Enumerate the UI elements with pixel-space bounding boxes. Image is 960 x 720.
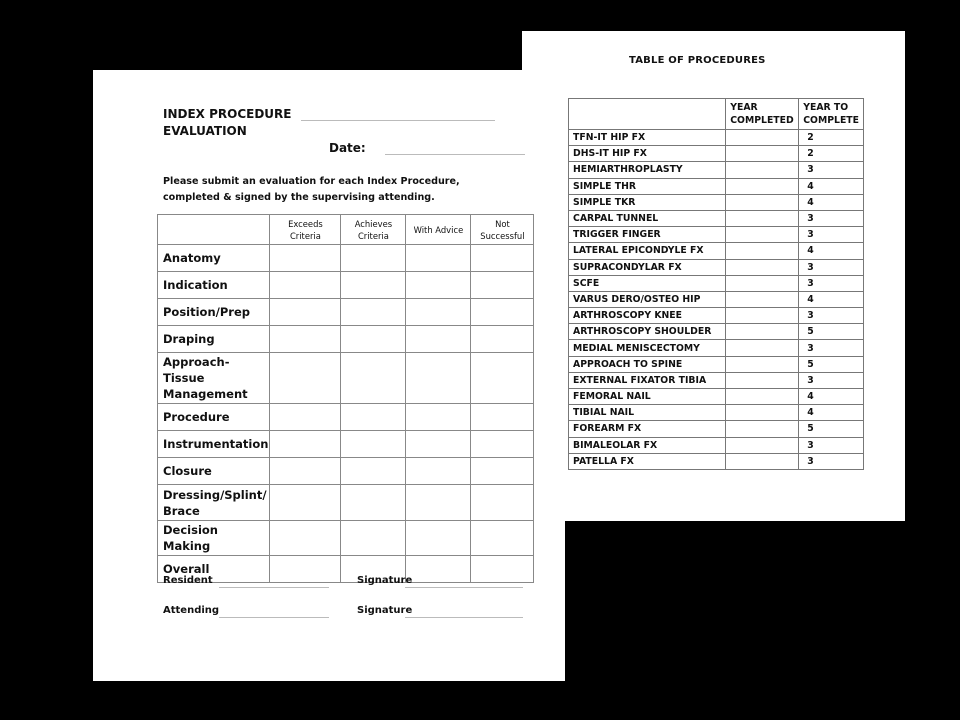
year-to-complete-cell: 2: [799, 130, 864, 146]
not-successful-cell[interactable]: [471, 431, 534, 458]
not-successful-cell[interactable]: [471, 272, 534, 299]
not-successful-cell[interactable]: [471, 458, 534, 485]
exceeds-criteria-cell[interactable]: [270, 404, 341, 431]
procedures-title: TABLE OF PROCEDURES: [629, 55, 766, 66]
year-completed-cell[interactable]: [726, 210, 799, 226]
procedure-name-cell: VARUS DERO/OSTEO HIP: [569, 291, 726, 307]
evaluation-row: [158, 245, 534, 272]
year-to-complete-cell: 3: [799, 372, 864, 388]
not-successful-cell[interactable]: [471, 404, 534, 431]
exceeds-criteria-header: Exceeds Criteria: [270, 215, 341, 245]
evaluation-row: [158, 353, 534, 404]
year-to-complete-cell: 4: [799, 243, 864, 259]
year-completed-cell[interactable]: [726, 437, 799, 453]
year-to-complete-cell: 3: [799, 453, 864, 469]
year-to-complete-cell: 2: [799, 146, 864, 162]
procedure-row: [569, 194, 864, 210]
exceeds-criteria-cell[interactable]: [270, 353, 341, 404]
criterion-label: Closure: [158, 458, 270, 485]
achieves-criteria-cell[interactable]: [341, 326, 406, 353]
achieves-criteria-cell[interactable]: [341, 353, 406, 404]
year-to-complete-cell: 4: [799, 194, 864, 210]
exceeds-criteria-cell[interactable]: [270, 556, 341, 583]
procedure-row: [569, 178, 864, 194]
title-underline: [301, 120, 495, 121]
procedure-name-cell: DHS-IT HIP FX: [569, 146, 726, 162]
achieves-criteria-cell[interactable]: [341, 431, 406, 458]
with-advice-cell[interactable]: [406, 404, 471, 431]
evaluation-row: [158, 458, 534, 485]
not-successful-cell[interactable]: [471, 521, 534, 556]
with-advice-cell[interactable]: [406, 458, 471, 485]
not-successful-header: Not Successful: [471, 215, 534, 245]
evaluation-title: [163, 106, 291, 140]
achieves-criteria-cell[interactable]: [341, 404, 406, 431]
exceeds-criteria-cell[interactable]: [270, 272, 341, 299]
procedure-row: [569, 162, 864, 178]
evaluation-table: [157, 214, 534, 583]
procedure-row: [569, 372, 864, 388]
procedure-row: [569, 291, 864, 307]
year-to-complete-cell: 4: [799, 291, 864, 307]
procedure-name-cell: ARTHROSCOPY SHOULDER: [569, 324, 726, 340]
procedure-row: [569, 275, 864, 291]
procedure-name-cell: SIMPLE TKR: [569, 194, 726, 210]
not-successful-cell[interactable]: [471, 299, 534, 326]
year-completed-cell[interactable]: [726, 308, 799, 324]
procedure-name-header: [569, 99, 726, 130]
year-completed-cell[interactable]: [726, 340, 799, 356]
exceeds-criteria-cell[interactable]: [270, 326, 341, 353]
achieves-criteria-cell[interactable]: [341, 485, 406, 521]
year-to-complete-cell: 5: [799, 421, 864, 437]
evaluation-row: [158, 326, 534, 353]
year-to-complete-cell: 3: [799, 227, 864, 243]
year-to-complete-cell: 3: [799, 162, 864, 178]
with-advice-cell[interactable]: [406, 556, 471, 583]
procedures-table: [568, 98, 864, 470]
exceeds-criteria-cell[interactable]: [270, 299, 341, 326]
resident-field-line[interactable]: [219, 587, 329, 588]
criterion-label: Position/Prep: [158, 299, 270, 326]
procedure-row: [569, 421, 864, 437]
criterion-label: Procedure: [158, 404, 270, 431]
criterion-label: Dressing/Splint/ Brace: [158, 485, 270, 521]
procedure-name-cell: FOREARM FX: [569, 421, 726, 437]
evaluation-row: [158, 485, 534, 521]
procedure-name-cell: SCFE: [569, 275, 726, 291]
date-label: Date:: [329, 141, 366, 155]
index-procedure-evaluation-page: [93, 70, 565, 681]
resident-signature-label: Signature: [357, 575, 413, 586]
procedure-row: [569, 259, 864, 275]
year-completed-cell[interactable]: [726, 162, 799, 178]
year-completed-cell[interactable]: [726, 194, 799, 210]
year-completed-header: YEAR COMPLETED: [726, 99, 799, 130]
procedure-name-cell: PATELLA FX: [569, 453, 726, 469]
with-advice-header: With Advice: [406, 215, 471, 245]
evaluation-title-line1: INDEX PROCEDURE: [163, 107, 292, 121]
year-to-complete-cell: 4: [799, 405, 864, 421]
achieves-criteria-header: Achieves Criteria: [341, 215, 406, 245]
not-successful-cell[interactable]: [471, 245, 534, 272]
procedure-row: [569, 356, 864, 372]
procedure-row: [569, 227, 864, 243]
exceeds-criteria-cell[interactable]: [270, 521, 341, 556]
procedure-name-cell: SIMPLE THR: [569, 178, 726, 194]
year-to-complete-header: YEAR TO COMPLETE: [799, 99, 864, 130]
attending-label: Attending: [163, 605, 220, 616]
year-completed-cell[interactable]: [726, 178, 799, 194]
not-successful-cell[interactable]: [471, 485, 534, 521]
exceeds-criteria-cell[interactable]: [270, 431, 341, 458]
criteria-header: [158, 215, 270, 245]
achieves-criteria-cell[interactable]: [341, 458, 406, 485]
with-advice-cell[interactable]: [406, 485, 471, 521]
criterion-label: Overall: [158, 556, 270, 583]
evaluation-title-line2: EVALUATION: [163, 124, 247, 138]
year-to-complete-cell: 3: [799, 437, 864, 453]
procedure-row: [569, 324, 864, 340]
procedure-row: [569, 308, 864, 324]
procedure-name-cell: LATERAL EPICONDYLE FX: [569, 243, 726, 259]
year-completed-cell[interactable]: [726, 356, 799, 372]
year-completed-cell[interactable]: [726, 259, 799, 275]
procedure-row: [569, 130, 864, 146]
procedure-row: [569, 210, 864, 226]
procedure-name-cell: ARTHROSCOPY KNEE: [569, 308, 726, 324]
achieves-criteria-cell[interactable]: [341, 272, 406, 299]
criterion-label: Anatomy: [158, 245, 270, 272]
resident-signature-line[interactable]: [405, 587, 523, 588]
evaluation-row: [158, 299, 534, 326]
attending-signature-line[interactable]: [405, 617, 523, 618]
procedure-row: [569, 146, 864, 162]
procedure-name-cell: CARPAL TUNNEL: [569, 210, 726, 226]
procedure-row: [569, 243, 864, 259]
attending-field-line[interactable]: [219, 617, 329, 618]
procedure-name-cell: SUPRACONDYLAR FX: [569, 259, 726, 275]
year-to-complete-cell: 3: [799, 210, 864, 226]
achieves-criteria-cell[interactable]: [341, 245, 406, 272]
criterion-label: Draping: [158, 326, 270, 353]
with-advice-cell[interactable]: [406, 353, 471, 404]
criterion-label: Approach-Tissue Management: [158, 353, 270, 404]
year-completed-cell[interactable]: [726, 130, 799, 146]
procedure-row: [569, 340, 864, 356]
procedure-name-cell: APPROACH TO SPINE: [569, 356, 726, 372]
evaluation-row: [158, 404, 534, 431]
procedure-name-cell: TFN-IT HIP FX: [569, 130, 726, 146]
resident-label: Resident: [163, 575, 213, 586]
instructions-text: Please submit an evaluation for each Index Procedure, completed & signed by the supervising attending.: [163, 176, 460, 203]
procedure-row: [569, 453, 864, 469]
year-completed-cell[interactable]: [726, 405, 799, 421]
procedure-name-cell: EXTERNAL FIXATOR TIBIA: [569, 372, 726, 388]
with-advice-cell[interactable]: [406, 272, 471, 299]
year-to-complete-cell: 4: [799, 389, 864, 405]
exceeds-criteria-cell[interactable]: [270, 245, 341, 272]
with-advice-cell[interactable]: [406, 245, 471, 272]
evaluation-row: [158, 272, 534, 299]
evaluation-row: [158, 521, 534, 556]
with-advice-cell[interactable]: [406, 431, 471, 458]
year-to-complete-cell: 5: [799, 356, 864, 372]
table-of-procedures-page: [522, 31, 905, 521]
evaluation-row: [158, 431, 534, 458]
exceeds-criteria-cell[interactable]: [270, 458, 341, 485]
not-successful-cell[interactable]: [471, 326, 534, 353]
year-completed-cell[interactable]: [726, 146, 799, 162]
procedure-row: [569, 389, 864, 405]
criterion-label: Indication: [158, 272, 270, 299]
year-to-complete-cell: 3: [799, 259, 864, 275]
with-advice-cell[interactable]: [406, 521, 471, 556]
not-successful-cell[interactable]: [471, 556, 534, 583]
evaluation-header-row: [158, 215, 534, 245]
not-successful-cell[interactable]: [471, 353, 534, 404]
year-completed-cell[interactable]: [726, 389, 799, 405]
procedure-name-cell: TRIGGER FINGER: [569, 227, 726, 243]
procedure-name-cell: HEMIARTHROPLASTY: [569, 162, 726, 178]
with-advice-cell[interactable]: [406, 299, 471, 326]
year-completed-cell[interactable]: [726, 421, 799, 437]
exceeds-criteria-cell[interactable]: [270, 485, 341, 521]
procedure-name-cell: BIMALEOLAR FX: [569, 437, 726, 453]
criterion-label: Decision Making: [158, 521, 270, 556]
criterion-label: Instrumentation: [158, 431, 270, 458]
year-completed-cell[interactable]: [726, 291, 799, 307]
procedure-row: [569, 405, 864, 421]
procedure-name-cell: TIBIAL NAIL: [569, 405, 726, 421]
procedure-name-cell: FEMORAL NAIL: [569, 389, 726, 405]
year-completed-cell[interactable]: [726, 227, 799, 243]
with-advice-cell[interactable]: [406, 326, 471, 353]
evaluation-row: [158, 556, 534, 583]
year-completed-cell[interactable]: [726, 243, 799, 259]
procedure-row: [569, 437, 864, 453]
year-completed-cell[interactable]: [726, 324, 799, 340]
year-to-complete-cell: 4: [799, 178, 864, 194]
year-to-complete-cell: 5: [799, 324, 864, 340]
year-to-complete-cell: 3: [799, 275, 864, 291]
procedures-header-row: [569, 99, 864, 130]
year-to-complete-cell: 3: [799, 340, 864, 356]
year-completed-cell[interactable]: [726, 372, 799, 388]
achieves-criteria-cell[interactable]: [341, 299, 406, 326]
year-completed-cell[interactable]: [726, 275, 799, 291]
procedure-name-cell: MEDIAL MENISCECTOMY: [569, 340, 726, 356]
year-to-complete-cell: 3: [799, 308, 864, 324]
attending-signature-label: Signature: [357, 605, 413, 616]
date-field-line[interactable]: [385, 154, 525, 155]
year-completed-cell[interactable]: [726, 453, 799, 469]
achieves-criteria-cell[interactable]: [341, 521, 406, 556]
